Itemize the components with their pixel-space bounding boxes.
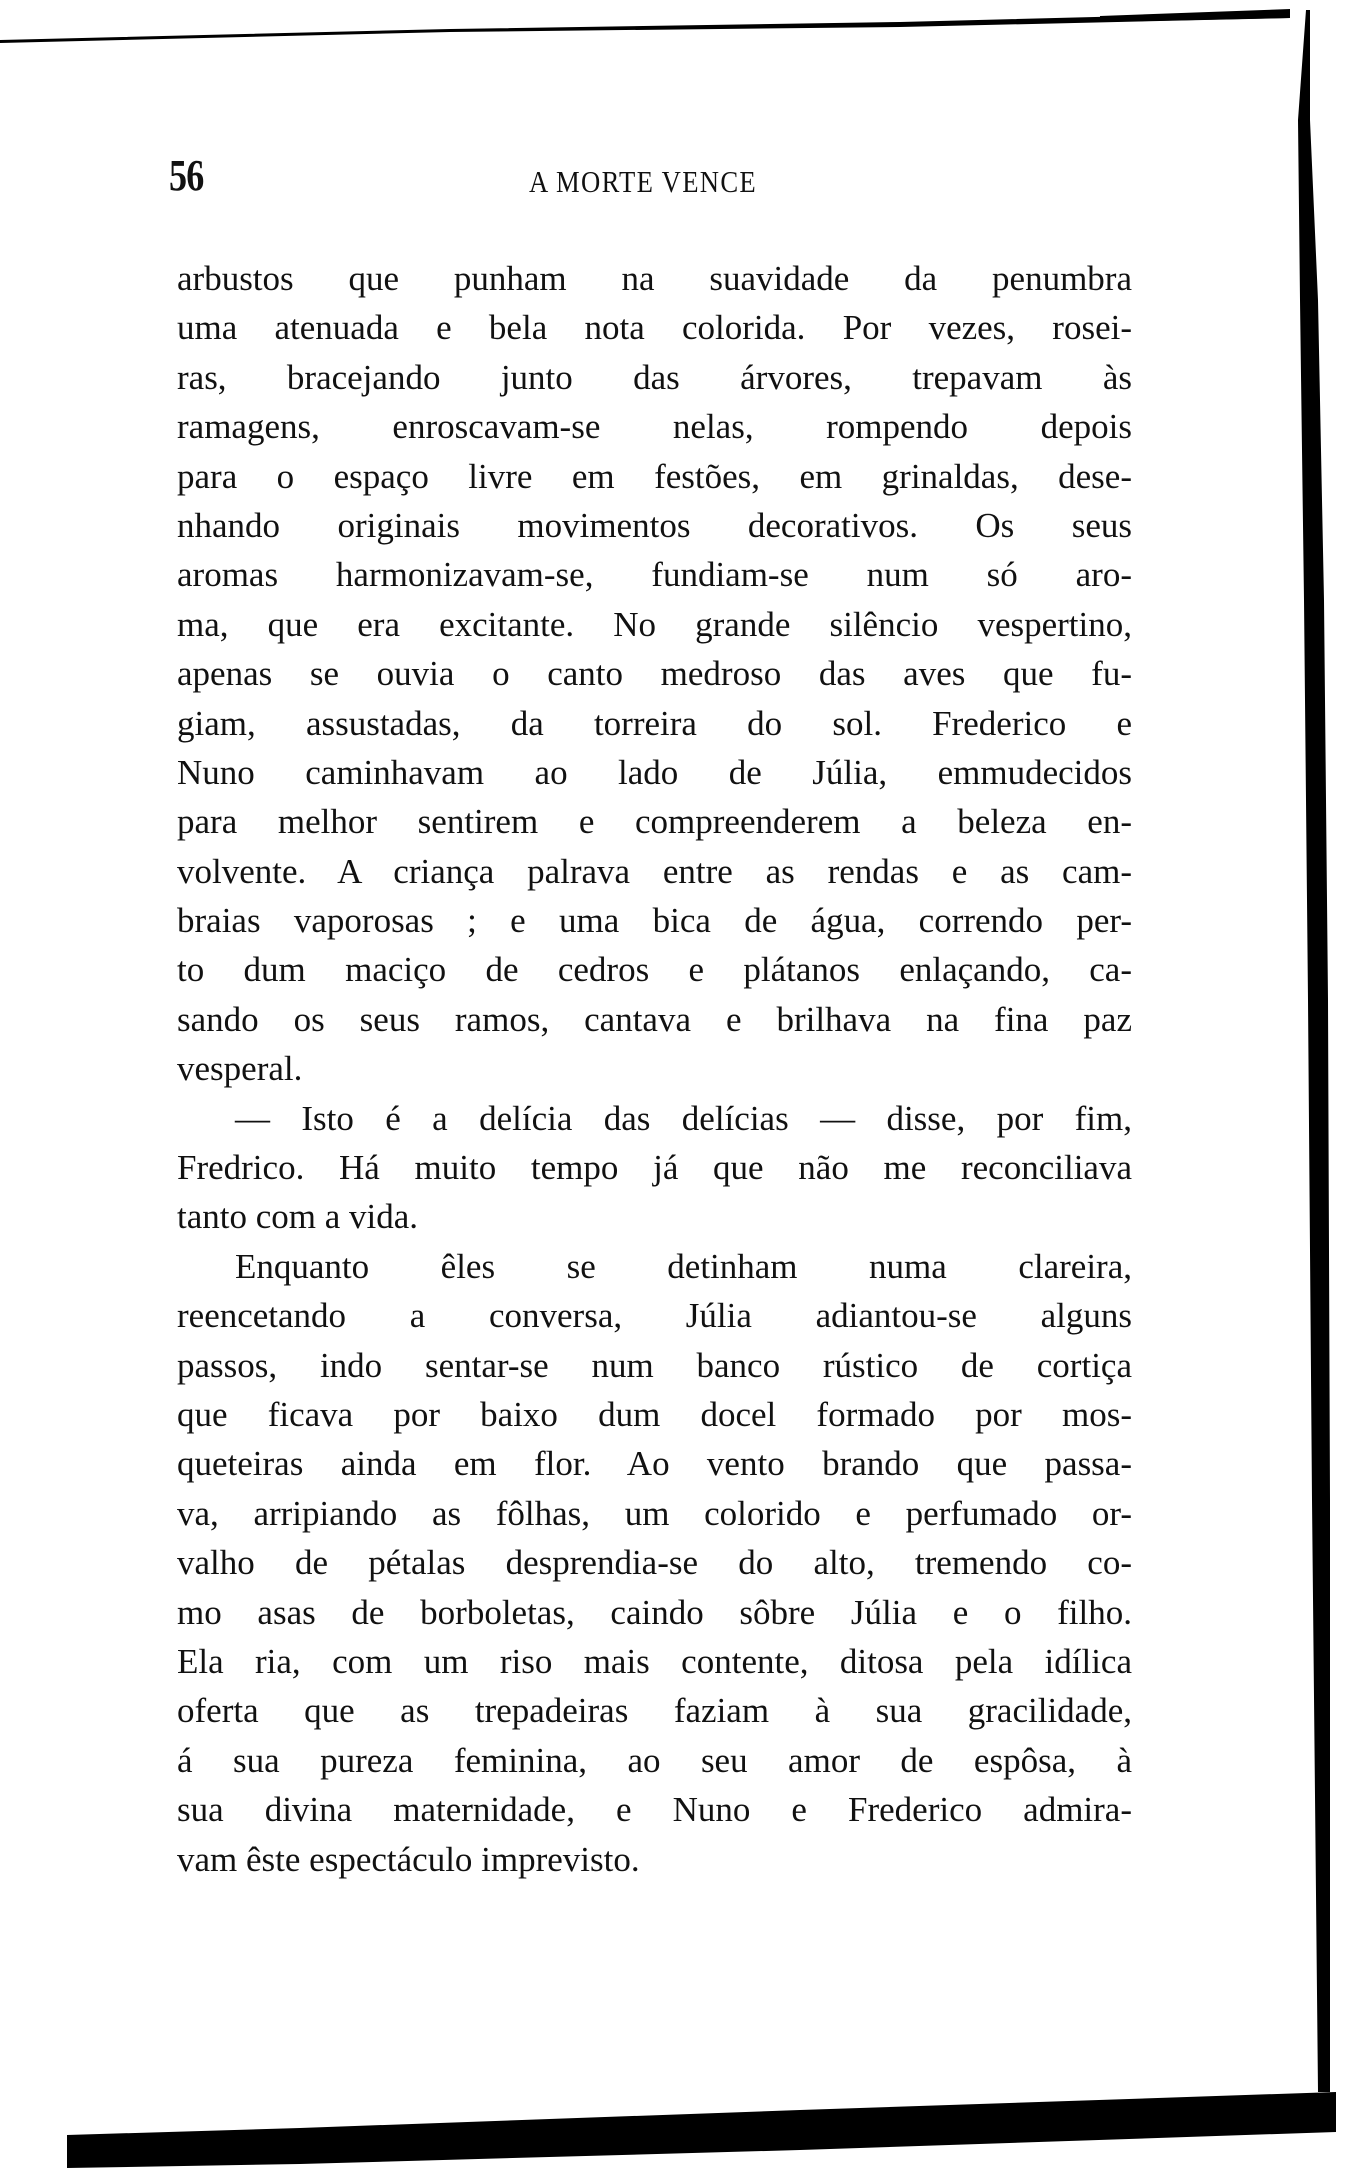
text-line: passos, indo sentar-se num banco rústico de cortiça <box>177 1345 1132 1385</box>
text-line: ras, bracejando junto das árvores, trepavam às <box>177 357 1132 397</box>
scan-bottom-edge <box>0 2058 1348 2168</box>
text-line: ramagens, enroscavam-se nelas, rompendo depois <box>177 407 1132 447</box>
text-line: que ficava por baixo dum docel formado por mos- <box>177 1394 1132 1434</box>
text-line: sando os seus ramos, cantava e brilhava na fina paz <box>177 999 1132 1039</box>
text-line: volvente. A criança palrava entre as rendas e as cam- <box>177 851 1132 891</box>
text-line: uma atenuada e bela nota colorida. Por vezes, rosei- <box>177 308 1132 348</box>
text-line: mo asas de borboletas, caindo sôbre Júlia e o filho. <box>177 1592 1132 1632</box>
page-number: 56 <box>169 151 204 200</box>
scan-right-edge <box>1288 0 1348 2168</box>
text-line: tanto com a vida. <box>177 1197 419 1237</box>
text-line: para o espaço livre em festões, em grinaldas, dese- <box>177 456 1132 496</box>
text-line: vesperal. <box>177 1049 303 1089</box>
text-line: nhando originais movimentos decorativos. Os seus <box>177 505 1132 545</box>
text-line: — Isto é a delícia das delícias — disse, por fim, <box>235 1098 1132 1138</box>
text-line: Fredrico. Há muito tempo já que não me reconciliava <box>177 1148 1132 1188</box>
text-line: oferta que as trepadeiras faziam à sua gracilidade, <box>177 1691 1132 1731</box>
text-line: arbustos que punham na suavidade da penumbra <box>177 259 1132 298</box>
running-title: A MORTE VENCE <box>529 164 757 199</box>
text-line: to dum maciço de cedros e plátanos enlaçando, ca- <box>177 950 1132 990</box>
text-line: á sua pureza feminina, ao seu amor de espôsa, à <box>177 1740 1132 1780</box>
text-line: braias vaporosas ; e uma bica de água, correndo per- <box>177 901 1132 941</box>
text-line: valho de pétalas desprendia-se do alto, tremendo co- <box>177 1543 1132 1583</box>
text-line: Nuno caminhavam ao lado de Júlia, emmudecidos <box>177 752 1132 792</box>
text-line: reencetando a conversa, Júlia adiantou-se alguns <box>177 1296 1132 1336</box>
text-line: queteiras ainda em flor. Ao vento brando que passa- <box>177 1444 1132 1484</box>
text-line: giam, assustadas, da torreira do sol. Frederico e <box>177 703 1132 743</box>
text-line: vam êste espectáculo imprevisto. <box>177 1839 640 1879</box>
text-line: ma, que era excitante. No grande silêncio vespertino, <box>177 604 1132 644</box>
text-line: aromas harmonizavam-se, fundiam-se num só aro- <box>177 555 1132 595</box>
text-line: apenas se ouvia o canto medroso das aves que fu- <box>177 654 1132 694</box>
text-line: sua divina maternidade, e Nuno e Frederico admira- <box>177 1790 1132 1830</box>
text-line: va, arripiando as fôlhas, um colorido e perfumado or- <box>177 1493 1132 1533</box>
text-line: para melhor sentirem e compreenderem a beleza en- <box>177 802 1132 842</box>
body-text <box>177 254 1132 1884</box>
text-line: Enquanto êles se detinham numa clareira, <box>235 1246 1132 1286</box>
running-head <box>0 0 1348 220</box>
text-line: Ela ria, com um riso mais contente, ditosa pela idílica <box>177 1641 1132 1681</box>
